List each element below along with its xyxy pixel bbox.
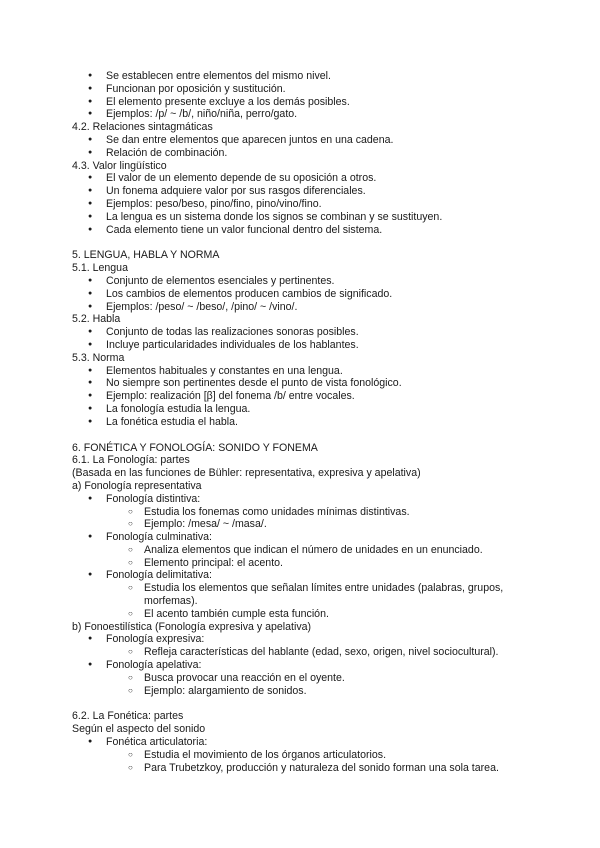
subheading-6-1: 6.1. La Fonología: partes [72,454,190,467]
list-item: ● Conjunto de todas las realizaciones sonoras posibles. [72,326,532,339]
list-item: ● Los cambios de elementos producen cambios de significado. [72,288,532,301]
basis-note: (Basada en las funciones de Bühler: representativa, expresiva y apelativa) [72,467,421,480]
sub-list-item: ○ Analiza elementos que indican el número de unidades en un enunciado. [72,544,532,557]
list-item: ● Conjunto de elementos esenciales y pertinentes. [72,275,532,288]
spacer [72,429,532,442]
list-item: ● Fonología culminativa: [72,531,532,544]
group-heading-b: b) Fonoestilística (Fonología expresiva y apelativa) [72,620,312,633]
list-item: ● La fonología estudia la lengua. [72,403,532,416]
list-item: ● Fonología distintiva: [72,493,532,506]
list-item: ● Fonología apelativa: [72,659,532,672]
list-item: ● Ejemplos: /p/ ~ /b/, niño/niña, perro/gato. [72,108,532,121]
subheading-4-3: 4.3. Valor lingüístico [72,159,167,172]
sub-list-item: ○ Estudia los fonemas como unidades mínimas distintivas. [72,506,532,519]
list-item: ● Fonética articulatoria: [72,736,532,749]
list-item: ● Cada elemento tiene un valor funcional dentro del sistema. [72,224,532,237]
list-item: ● Funcionan por oposición y sustitución. [72,83,532,96]
list-item: ● No siempre son pertinentes desde el punto de vista fonológico. [72,377,532,390]
list-item: ● Ejemplos: /peso/ ~ /beso/, /pino/ ~ /vino/. [72,301,532,314]
section-title-5: 5. LENGUA, HABLA Y NORMA [72,249,220,262]
list-item: ● El valor de un elemento depende de su oposición a otros. [72,172,532,185]
list-item: ● Relación de combinación. [72,147,532,160]
list-item: ● Ejemplos: peso/beso, pino/fino, pino/vino/fino. [72,198,532,211]
list-item: ● Fonología delimitativa: [72,569,532,582]
section-title-6: 6. FONÉTICA Y FONOLOGÍA: SONIDO Y FONEMA [72,441,318,454]
sub-list-item: ○ El acento también cumple esta función. [72,608,532,621]
group-heading-a: a) Fonología representativa [72,479,202,492]
list-item: ● Un fonema adquiere valor por sus rasgos diferenciales. [72,185,532,198]
list-item: ● Ejemplo: realización [β] del fonema /b/ entre vocales. [72,390,532,403]
sub-list-item: ○ Estudia el movimiento de los órganos articulatorios. [72,749,532,762]
sub-list-item: ○ Para Trubetzkoy, producción y naturaleza del sonido forman una sola tarea. [72,762,532,775]
list-item: ● Incluye particularidades individuales de los hablantes. [72,339,532,352]
sub-list-item: ○ Busca provocar una reacción en el oyente. [72,672,532,685]
spacer [72,697,532,710]
list-item: ● El elemento presente excluye a los demás posibles. [72,96,532,109]
list-item: ● Se dan entre elementos que aparecen juntos en una cadena. [72,134,532,147]
list-item: ● Se establecen entre elementos del mismo nivel. [72,70,532,83]
list-item: ● Elementos habituales y constantes en una lengua. [72,365,532,378]
subheading-4-2: 4.2. Relaciones sintagmáticas [72,121,213,134]
sub-list-item: ○ Ejemplo: alargamiento de sonidos. [72,685,532,698]
list-item: ● La lengua es un sistema donde los signos se combinan y se sustituyen. [72,211,532,224]
sub-list-item: ○ Ejemplo: /mesa/ ~ /masa/. [72,518,532,531]
sub-list-item: ○ Elemento principal: el acento. [72,557,532,570]
document-page [72,70,532,774]
sub-list-item: ○ Refleja características del hablante (edad, sexo, origen, nivel sociocultural). [72,646,532,659]
subheading-5-1: 5.1. Lengua [72,262,128,275]
subheading-5-2: 5.2. Habla [72,313,121,326]
list-item: ● Fonología expresiva: [72,633,532,646]
subheading-6-2: 6.2. La Fonética: partes [72,710,184,723]
subheading-5-3: 5.3. Norma [72,351,125,364]
sub-list-item: ○ Estudia los elementos que señalan límites entre unidades (palabras, grupos, morfemas). [72,582,520,608]
aspect-note: Según el aspecto del sonido [72,723,206,736]
list-item: ● La fonética estudia el habla. [72,416,532,429]
spacer [72,236,532,249]
